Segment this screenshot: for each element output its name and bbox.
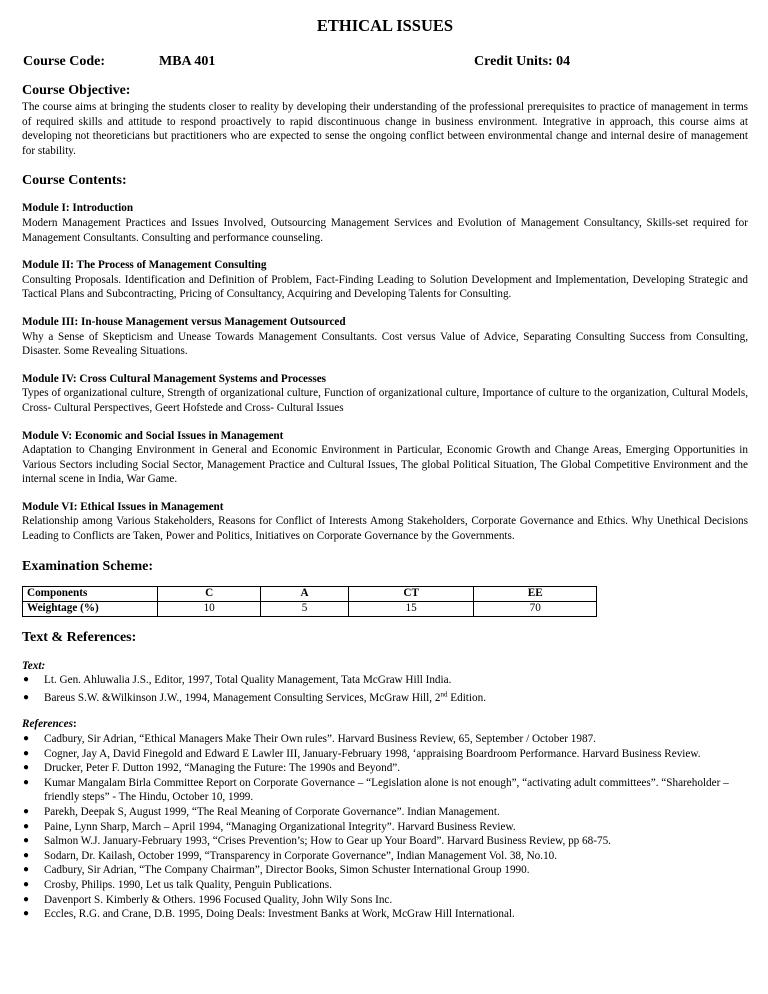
bullet-icon: ●: [23, 691, 30, 703]
contents-heading: Course Contents:: [22, 173, 127, 189]
bullet-icon: ●: [23, 893, 30, 905]
superscript: nd: [440, 690, 448, 699]
exam-scheme-table: [22, 586, 597, 617]
list-item-text: Cadbury, Sir Adrian, “Ethical Managers Make Their Own rules”. Harvard Business Review, 65, September / October 1987.: [44, 733, 596, 746]
list-item: [22, 863, 748, 878]
module-4: [22, 372, 748, 416]
list-item-text: Lt. Gen. Ahluwalia J.S., Editor, 1997, Total Quality Management, Tata McGraw Hill India.: [44, 674, 452, 687]
list-item: [22, 805, 748, 820]
list-item-text: Edition.: [447, 691, 487, 704]
table-cell: 70: [474, 601, 597, 616]
list-item: [22, 820, 748, 835]
module-2: [22, 258, 748, 302]
bullet-icon: ●: [23, 835, 30, 847]
bullet-icon: ●: [23, 908, 30, 920]
list-item: [22, 673, 748, 688]
module-title: Module II: The Process of Management Consulting: [22, 259, 267, 272]
list-item-text: Cogner, Jay A, David Finegold and Edward E Lawler III, January-February 1998, ‘appraising Boardroom Performance. Harvard Business Review.: [44, 747, 701, 760]
bullet-icon: ●: [23, 820, 30, 832]
table-header-cell: EE: [474, 586, 597, 601]
list-item-text: Salmon W.J. January-February 1993, “Crises Prevention’s; How to Gear up Your Board”. Harvard Business Review, pp 68-75.: [44, 835, 611, 848]
objective-text: The course aims at bringing the students closer to reality by developing their understanding of the professional prerequisites to practice of management in terms of required skills and attitude to respond proactively to rapid discontinuous change in business environment. Integrative in approach, this course aims at developing not theoreticians but practitioners who are expected to sense the ongoing conflict between environmental change and internal desire of management for stability.: [22, 101, 748, 157]
bullet-icon: ●: [23, 849, 30, 861]
module-3: [22, 315, 748, 359]
module-title: Module VI: Ethical Issues in Management: [22, 500, 224, 513]
table-header-cell: C: [158, 586, 261, 601]
module-title: Module III: In-house Management versus Management Outsourced: [22, 315, 346, 328]
module-text: Why a Sense of Skepticism and Unease Towards Management Consultants. Cost versus Value of Advice, Separating Consulting Success from Consulting, Disaster. Some Revealing Situations.: [22, 330, 748, 358]
references-label-text: References: [22, 718, 73, 731]
list-item: [22, 691, 748, 706]
table-header-cell: A: [261, 586, 348, 601]
table-row: [23, 601, 597, 616]
list-item: [22, 878, 748, 893]
module-title: Module I: Introduction: [22, 202, 134, 215]
table-header-row: [23, 586, 597, 601]
exam-heading: Examination Scheme:: [22, 558, 154, 574]
list-item: [22, 761, 748, 776]
module-text: Consulting Proposals. Identification and Definition of Problem, Fact-Finding Leading to Solution Development and Implementation, Developing Strategic and Tactical Plans and Subcontracting, Pricing of Consultancy, Acquiring and Developing Talents for Consulting.: [22, 273, 748, 301]
list-item-text: Crosby, Philips. 1990, Let us talk Quality, Penguin Publications.: [44, 878, 332, 891]
list-item: [22, 893, 748, 908]
bullet-icon: ●: [23, 806, 30, 817]
page-title: ETHICAL ISSUES: [316, 16, 454, 35]
module-1: [22, 201, 748, 245]
module-title: Module V: Economic and Social Issues in Management: [22, 429, 284, 442]
bullet-icon: ●: [23, 674, 30, 686]
list-item: [22, 907, 748, 922]
list-item-text: Eccles, R.G. and Crane, D.B. 1995, Doing Deals: Investment Banks at Work, McGraw Hill International.: [44, 908, 515, 921]
text-label: Text:: [22, 659, 46, 672]
list-item-text: Paine, Lynn Sharp, March – April 1994, “Managing Organizational Integrity”. Harvard Business Review.: [44, 820, 516, 833]
list-item-text: Drucker, Peter F. Dutton 1992, “Managing the Future: The 1990s and Beyond”.: [44, 762, 401, 775]
module-title: Module IV: Cross Cultural Management Systems and Processes: [22, 372, 327, 385]
module-6: [22, 500, 748, 544]
list-item: [22, 776, 748, 805]
references-label-colon: :: [72, 718, 77, 731]
module-text: Relationship among Various Stakeholders, Reasons for Conflict of Interests Among Stakeholders, Corporate Governance and Ethics. Why Unethical Decisions Leading to Conflicts are Taken, Power and Politics, Initiatives on Corporate Governance by the Governments.: [22, 515, 748, 543]
module-text: Modern Management Practices and Issues Involved, Outsourcing Management Services and Evolution of Management Consultancy, Skills-set required for Management Consultants. Consulting and performance counseling.: [22, 216, 748, 244]
module-5: [22, 429, 748, 487]
objective-heading: Course Objective:: [22, 83, 131, 98]
course-code-row: [22, 52, 748, 72]
list-item: [22, 747, 748, 762]
list-item: [22, 732, 748, 747]
table-cell: 15: [348, 601, 474, 616]
document-page: [22, 0, 748, 922]
list-item-text: Bareus S.W. &Wilkinson J.W., 1994, Management Consulting Services, McGraw Hill, 2: [44, 691, 441, 704]
list-item: [22, 834, 748, 849]
module-text: Types of organizational culture, Strength of organizational culture, Function of organizational culture, Importance of culture to the organization, Cultural Models, Cross- Cultural Perspectives, Geert Hofstede and Cross- Cultural Issues: [22, 387, 748, 414]
module-text: Adaptation to Changing Environment in General and Economic Environment in Particular, Economic Growth and Change Areas, Emerging Opportunities in Various Sectors including Social Sector, Management Practice and Cultural Issues, The global Political Situation, The Global Competitive Environment and the internal scene in India, War Game.: [22, 444, 748, 486]
references-heading: Text & References:: [22, 629, 137, 645]
course-code-value: MBA 401: [159, 54, 216, 69]
list-item-text: Kumar Mangalam Birla Committee Report on Corporate Governance – “Legislation alone is not enough”, “activating adult committees”. “Shareholder – friendly steps” - The Hindu, October 10, 1999.: [44, 776, 729, 804]
table-row-label: Weightage (%): [23, 601, 158, 616]
table-header-cell: CT: [348, 586, 474, 601]
bullet-icon: ●: [23, 747, 30, 759]
bullet-icon: ●: [23, 733, 30, 745]
list-item-text: Davenport S. Kimberly & Others. 1996 Focused Quality, John Wily Sons Inc.: [44, 893, 393, 906]
credit-units: Credit Units: 04: [474, 54, 571, 69]
bullet-icon: ●: [23, 864, 30, 876]
list-item-text: Cadbury, Sir Adrian, “The Company Chairman”, Director Books, Simon Schuster International Group 1990.: [44, 864, 530, 877]
table-cell: 10: [158, 601, 261, 616]
list-item-text: Parekh, Deepak S, August 1999, “The Real Meaning of Corporate Governance”. Indian Management.: [44, 806, 500, 818]
list-item: [22, 849, 748, 864]
bullet-icon: ●: [23, 878, 30, 890]
list-item-text: Sodarn, Dr. Kailash, October 1999, “Transparency in Corporate Governance”, Indian Management Vol. 38, No.10.: [44, 849, 558, 862]
references-list: [22, 732, 748, 922]
text-list: [22, 673, 748, 705]
bullet-icon: ●: [23, 776, 30, 788]
bullet-icon: ●: [23, 762, 30, 774]
table-cell: 5: [261, 601, 348, 616]
references-label: [22, 717, 748, 732]
table-header-cell: Components: [23, 586, 158, 601]
course-code-label: Course Code:: [23, 54, 106, 69]
